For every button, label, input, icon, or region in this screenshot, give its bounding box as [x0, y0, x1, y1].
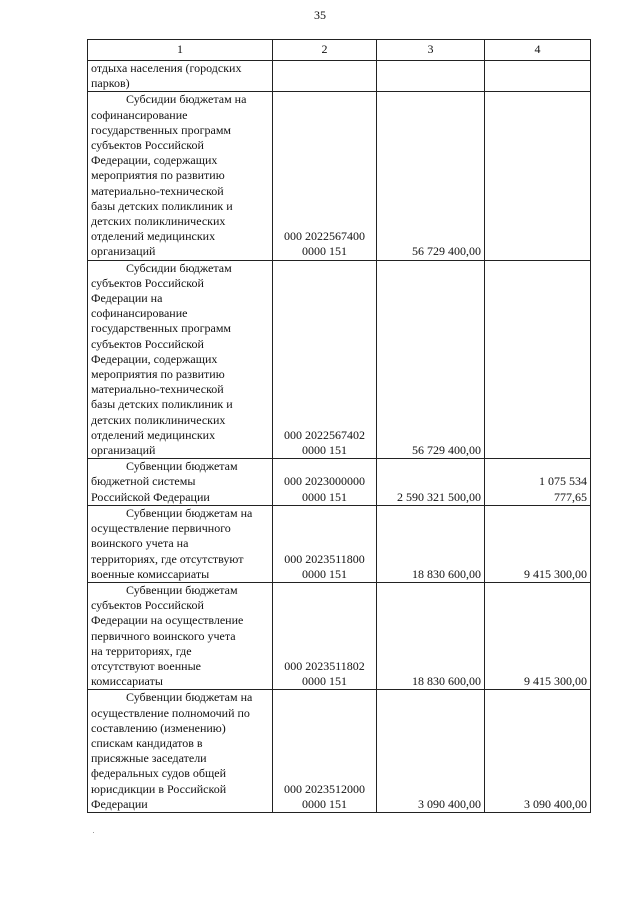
table-row: [88, 582, 591, 689]
row-code: 000 2022567402 0000 151: [284, 427, 365, 458]
row-name: Субвенции бюджетам субъектов Российской Федерации на осуществление первичного воинского учета на территориях, где отсутствуют военные комиссариаты: [91, 582, 244, 689]
row-code-cell: [273, 459, 377, 506]
row-name-cell: [88, 690, 273, 813]
row-col3-value: 18 830 600,00: [412, 566, 481, 581]
budget-table: [87, 39, 591, 813]
row-col3-cell: [377, 459, 485, 506]
header-row: [88, 40, 591, 61]
row-col3-value: 2 590 321 500,00: [397, 489, 481, 504]
row-name-cell: [88, 459, 273, 506]
header-col-1: 1: [88, 40, 273, 61]
row-col3-value: 56 729 400,00: [412, 443, 481, 458]
row-col4-value: 1 075 534 777,65: [539, 474, 587, 504]
table-row: [88, 260, 591, 459]
row-code: 000 2023511802 0000 151: [284, 658, 365, 689]
row-col4-cell: [485, 582, 591, 689]
row-name: Субсидии бюджетам на софинансирование государственных программ субъектов Российской Федерации, содержащих мероприятия по развитию материально-технической базы детских поликлиник и детских поликлинических отделений медицинских организаций: [91, 92, 247, 259]
row-code-cell: [273, 61, 377, 92]
row-code: 000 2023511800 0000 151: [284, 551, 365, 581]
table-header: [88, 40, 591, 61]
row-code: 000 2022567400 0000 151: [284, 229, 365, 259]
row-name: отдыха населения (городских парков): [91, 61, 242, 91]
scan-speck: [93, 832, 94, 833]
table-row: [88, 61, 591, 92]
row-col4-cell: [485, 260, 591, 459]
row-name: Субвенции бюджетам на осуществление первичного воинского учета на территориях, где отсутствуют военные комиссариаты: [91, 505, 253, 581]
row-col4-cell: [485, 61, 591, 92]
row-name-cell: [88, 505, 273, 582]
row-name-cell: [88, 260, 273, 459]
row-name: Субвенции бюджетам на осуществление полномочий по составлению (изменению) спискам кандидатов в присяжные заседатели федеральных судов общей юрисдикции в Российской Федерации: [91, 690, 253, 811]
row-col3-cell: [377, 505, 485, 582]
row-name: Субвенции бюджетам бюджетной системы Российской Федерации: [91, 459, 238, 504]
table-row: [88, 459, 591, 506]
row-col4-cell: [485, 505, 591, 582]
row-code-cell: [273, 582, 377, 689]
row-code: 000 2023512000 0000 151: [284, 781, 365, 811]
header-col-2: 2: [273, 40, 377, 61]
row-col3-value: 3 090 400,00: [418, 796, 481, 811]
row-col4-value: 3 090 400,00: [524, 796, 587, 811]
row-col4-cell: [485, 690, 591, 813]
row-name-cell: [88, 92, 273, 260]
row-col4-value: 9 415 300,00: [524, 566, 587, 581]
table-row: [88, 690, 591, 813]
page-number: 35: [314, 8, 326, 22]
row-code: 000 2023000000 0000 151: [284, 474, 365, 504]
row-code-cell: [273, 92, 377, 260]
row-name-cell: [88, 582, 273, 689]
row-col3-cell: [377, 582, 485, 689]
row-code-cell: [273, 505, 377, 582]
row-code-cell: [273, 260, 377, 459]
row-name: Субсидии бюджетам субъектов Российской Федерации на софинансирование государственных программ субъектов Российской Федерации, содержащих мероприятия по развитию материально-технической базы детских поликлиник и детских поликлинических отделений медицинских организаций: [91, 260, 233, 458]
table-row: [88, 505, 591, 582]
row-col4-cell: [485, 92, 591, 260]
row-col4-cell: [485, 459, 591, 506]
row-name-cell: [88, 61, 273, 92]
row-col3-cell: [377, 61, 485, 92]
row-col3-cell: [377, 260, 485, 459]
row-col3-value: 56 729 400,00: [412, 244, 481, 259]
row-col4-value: 9 415 300,00: [524, 674, 587, 689]
row-col3-value: 18 830 600,00: [412, 674, 481, 689]
row-code-cell: [273, 690, 377, 813]
row-col3-cell: [377, 92, 485, 260]
table-row: [88, 92, 591, 260]
row-col3-cell: [377, 690, 485, 813]
header-col-3: 3: [377, 40, 485, 61]
header-col-4: 4: [485, 40, 591, 61]
